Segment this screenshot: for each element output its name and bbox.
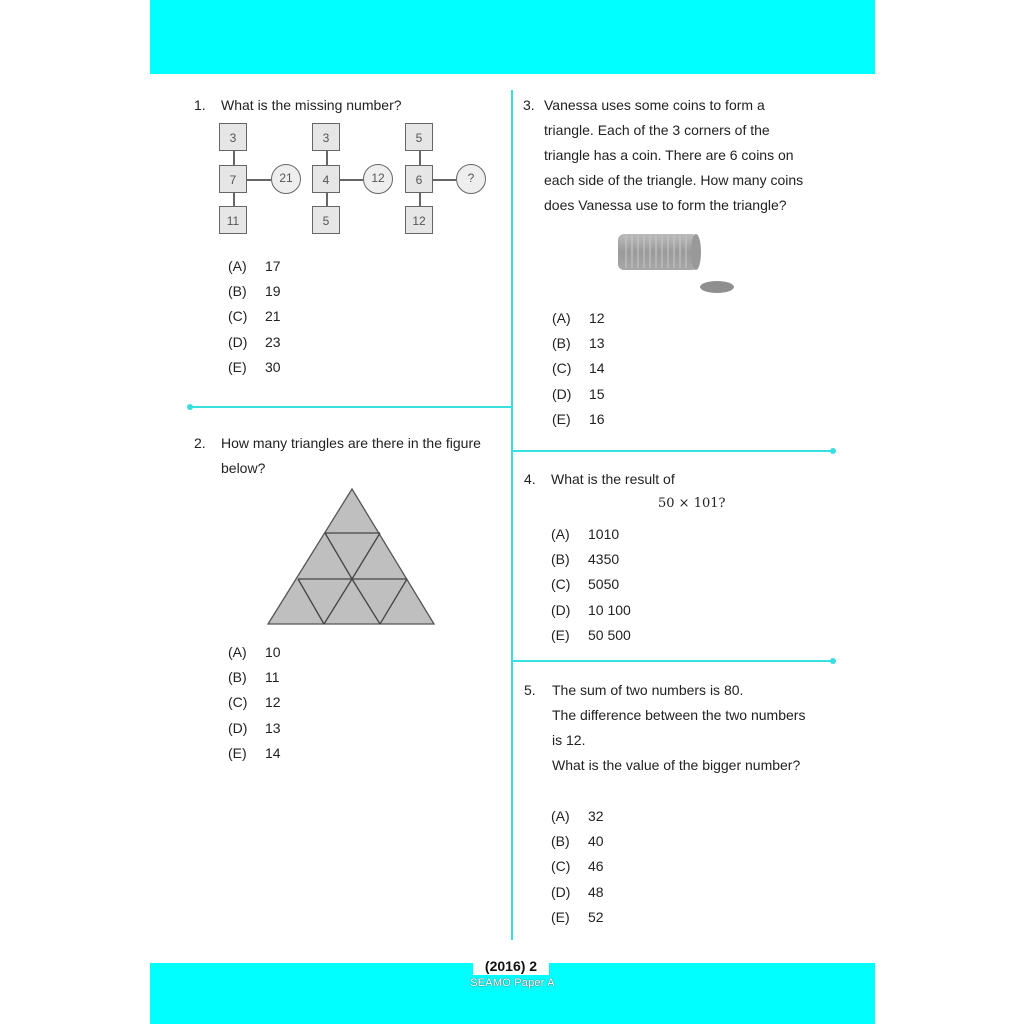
option-b[interactable] [552,331,605,356]
puzzle-box: 5 [405,123,433,151]
option-letter: (A) [228,644,247,660]
options-q4 [551,522,631,648]
divider-endpoint-dot [830,448,836,454]
math-expression: 50 × 101? [658,496,726,511]
option-letter: (E) [551,908,570,925]
coins-figure [612,230,742,300]
question-text-line: below? [221,460,266,476]
question-number: 4. [524,471,536,487]
option-e[interactable] [551,905,604,930]
puzzle-box: 3 [219,123,247,151]
option-a[interactable] [551,522,631,547]
option-value: 30 [265,358,281,375]
option-value: 23 [265,333,281,350]
option-letter: (C) [228,694,248,711]
option-value: 21 [265,308,281,325]
divider-q1-q2 [190,406,512,408]
question-text-line: triangle has a coin. There are 6 coins on [544,147,794,163]
connector [340,179,363,181]
option-letter: (A) [551,526,570,542]
option-letter: (D) [228,333,248,350]
option-letter: (E) [228,358,247,375]
puzzle-box: 11 [219,206,247,234]
puzzle-box: 5 [312,206,340,234]
option-a[interactable] [551,804,604,829]
puzzle-box: 6 [405,165,433,193]
connector [247,179,271,181]
option-letter: (B) [228,669,247,686]
question-text-line: each side of the triangle. How many coins [544,172,804,188]
question-text-line: How many triangles are there in the figure [221,435,481,451]
option-value: 13 [265,719,281,736]
option-letter: (A) [551,808,570,824]
option-letter: (B) [551,833,570,850]
option-letter: (C) [551,858,571,875]
question-text-line: is 12. [552,732,586,748]
option-b[interactable] [228,665,281,690]
option-value: 10 [265,644,281,660]
option-c[interactable] [552,356,605,381]
option-letter: (D) [551,883,571,900]
option-value: 11 [265,669,280,686]
options-q2 [228,640,281,766]
question-number: 1. [194,97,206,113]
option-value: 12 [589,310,605,326]
question-text: What is the missing number? [221,97,402,113]
option-d[interactable] [551,598,631,623]
puzzle-circle: 12 [363,164,393,194]
option-letter: (E) [228,744,247,761]
coin-stack-icon [618,234,701,270]
option-letter: (A) [552,310,571,326]
option-e[interactable] [228,355,281,380]
question-text-line: The difference between the two numbers [552,707,806,723]
question-text: What is the result of [551,471,675,487]
puzzle-circle: ? [456,164,486,194]
puzzle-circle: 21 [271,164,301,194]
divider-q4-q5 [512,660,833,662]
option-value: 15 [589,385,605,402]
option-value: 1010 [588,526,620,542]
option-letter: (C) [552,360,572,377]
option-c[interactable] [228,304,281,329]
question-number: 5. [524,682,536,698]
single-coin-icon [700,281,734,293]
triangle-figure [262,485,442,630]
option-value: 12 [265,694,281,711]
question-text-line: does Vanessa use to form the triangle? [544,197,787,213]
question-text-line: The sum of two numbers is 80. [552,682,744,698]
puzzle-box: 4 [312,165,340,193]
connector [233,193,235,206]
option-value: 16 [589,410,605,427]
option-letter: (D) [551,601,571,618]
option-b[interactable] [551,547,631,572]
option-value: 17 [265,258,281,274]
option-letter: (E) [551,626,570,643]
option-value: 13 [589,335,605,352]
puzzle-box: 7 [219,165,247,193]
question-number: 3. [523,97,535,113]
option-value: 48 [588,883,604,900]
option-d[interactable] [228,330,281,355]
options-q1 [228,254,281,380]
option-b[interactable] [551,829,604,854]
option-letter: (B) [228,283,247,300]
option-a[interactable] [228,640,281,665]
page-number: (2016) 2 [473,957,549,975]
question-number: 2. [194,435,206,451]
option-value: 4350 [588,551,620,568]
option-value: 14 [265,744,281,761]
option-d[interactable] [228,716,281,741]
option-a[interactable] [228,254,281,279]
option-letter: (B) [551,551,570,568]
question-text-line: What is the value of the bigger number? [552,757,801,773]
option-e[interactable] [228,741,281,766]
column-divider [511,90,513,940]
divider-q3-q4 [512,450,833,452]
option-e[interactable] [552,407,605,432]
option-letter: (A) [228,258,247,274]
option-c[interactable] [228,690,281,715]
option-letter: (C) [551,576,571,593]
option-value: 19 [265,283,281,300]
header-band [150,0,875,74]
option-d[interactable] [551,880,604,905]
options-q3 [552,306,605,432]
option-value: 50 500 [588,626,631,643]
option-a[interactable] [552,306,605,331]
option-e[interactable] [551,623,631,648]
option-letter: (D) [552,385,572,402]
connector [433,179,456,181]
puzzle-box: 12 [405,206,433,234]
option-value: 14 [589,360,605,377]
question-2 [194,431,504,481]
divider-endpoint-dot [187,404,193,410]
question-text-line: Vanessa uses some coins to form a [544,97,765,113]
option-letter: (E) [552,410,571,427]
question-text-line: triangle. Each of the 3 corners of the [544,122,770,138]
option-value: 46 [588,858,604,875]
connector [326,193,328,206]
divider-endpoint-dot [830,658,836,664]
connector [419,151,421,165]
option-d[interactable] [552,382,605,407]
options-q5 [551,804,604,930]
option-letter: (C) [228,308,248,325]
option-letter: (B) [552,335,571,352]
option-value: 40 [588,833,604,850]
connector [233,151,235,165]
option-value: 5050 [588,576,620,593]
option-c[interactable] [551,854,604,879]
puzzle-box: 3 [312,123,340,151]
option-value: 32 [588,808,604,824]
outer-triangle [268,489,434,624]
option-value: 10 100 [588,601,631,618]
option-c[interactable] [551,572,631,597]
connector [419,193,421,206]
option-b[interactable] [228,279,281,304]
paper-name: SEAMO Paper A [470,977,555,989]
option-value: 52 [588,908,604,925]
connector [326,151,328,165]
option-letter: (D) [228,719,248,736]
